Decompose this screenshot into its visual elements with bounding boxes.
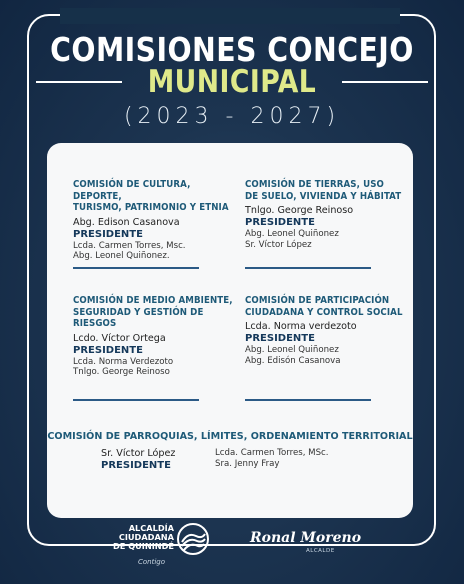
member-name: Sr. Víctor López [245,239,312,250]
member-name: Lcda. Carmen Torres, Msc. [73,240,186,251]
commission-land [245,179,405,250]
commission-heading: COMISIÓN DE TIERRAS, USO DE SUELO, VIVIENDA Y HÁBITAT [245,179,402,202]
president-label: PRESIDENTE [245,333,315,344]
president-name: Tnlgo. George Reinoso [245,205,354,216]
commission-participation [245,295,405,366]
subtitle-row [0,64,464,100]
commission-heading-parishes: COMISIÓN DE PARROQUIAS, LÍMITES, ORDENAMIENTO TERRITORIAL [47,431,413,442]
commissions-card [47,143,413,518]
mayor-signature: Ronal Moreno [250,530,362,546]
member-name: Sra. Jenny Fray [215,458,280,469]
wave-logo-icon [176,522,210,556]
title-divider-right [342,81,428,83]
commission-heading: COMISIÓN DE PARTICIPACIÓN CIUDADANA Y CONTROL SOCIAL [245,295,403,318]
page-title: COMISIONES CONCEJO [50,30,414,69]
page-subtitle: MUNICIPAL [147,64,317,100]
commission-environment [73,295,243,378]
president-name: Abg. Edison Casanova [73,216,180,228]
commission-culture [73,179,233,262]
president-label: PRESIDENTE [245,217,315,228]
president-label: PRESIDENTE [101,460,171,471]
member-name: Abg. Edisón Casanova [245,355,341,366]
member-name: Lcda. Carmen Torres, MSc. [215,448,329,458]
section-rule [245,267,371,269]
section-rule [73,399,199,401]
president-name: Lcda. Norma verdezoto [245,321,357,332]
member-name: Lcda. Norma Verdezoto [73,356,174,367]
member-name: Tnlgo. George Reinoso [73,367,170,377]
member-name: Abg. Leonel Quiñonez. [73,251,170,261]
period-label: (2023 - 2027) [123,104,341,129]
member-name: Abg. Leonel Quiñonez [245,345,339,355]
commission-heading: COMISIÓN DE CULTURA, DEPORTE, TURISMO, PATRIMONIO Y ETNIA [73,179,229,213]
commission-parishes-members [215,448,375,469]
president-name: Lcdo. Víctor Ortega [73,332,166,344]
frame-title-gap [60,8,400,24]
commission-heading: COMISIÓN DE MEDIO AMBIENTE, SEGURIDAD Y GESTIÓN DE RIESGOS [73,295,233,329]
president-label: PRESIDENTE [73,344,143,356]
commission-parishes-president [101,448,221,472]
section-rule [73,267,199,269]
municipality-logo [112,520,204,570]
logo-tagline: Contigo [138,558,166,566]
signature-title: ALCALDE [306,548,335,554]
member-name: Abg. Leonel Quiñonez [245,229,339,239]
logo-text: ALCALDÍA CIUDADANA DE QUININDÉ [112,523,174,551]
title-divider-left [36,81,122,83]
president-name: Sr. Víctor López [101,448,176,459]
section-rule [245,399,371,401]
president-label: PRESIDENTE [73,228,143,240]
